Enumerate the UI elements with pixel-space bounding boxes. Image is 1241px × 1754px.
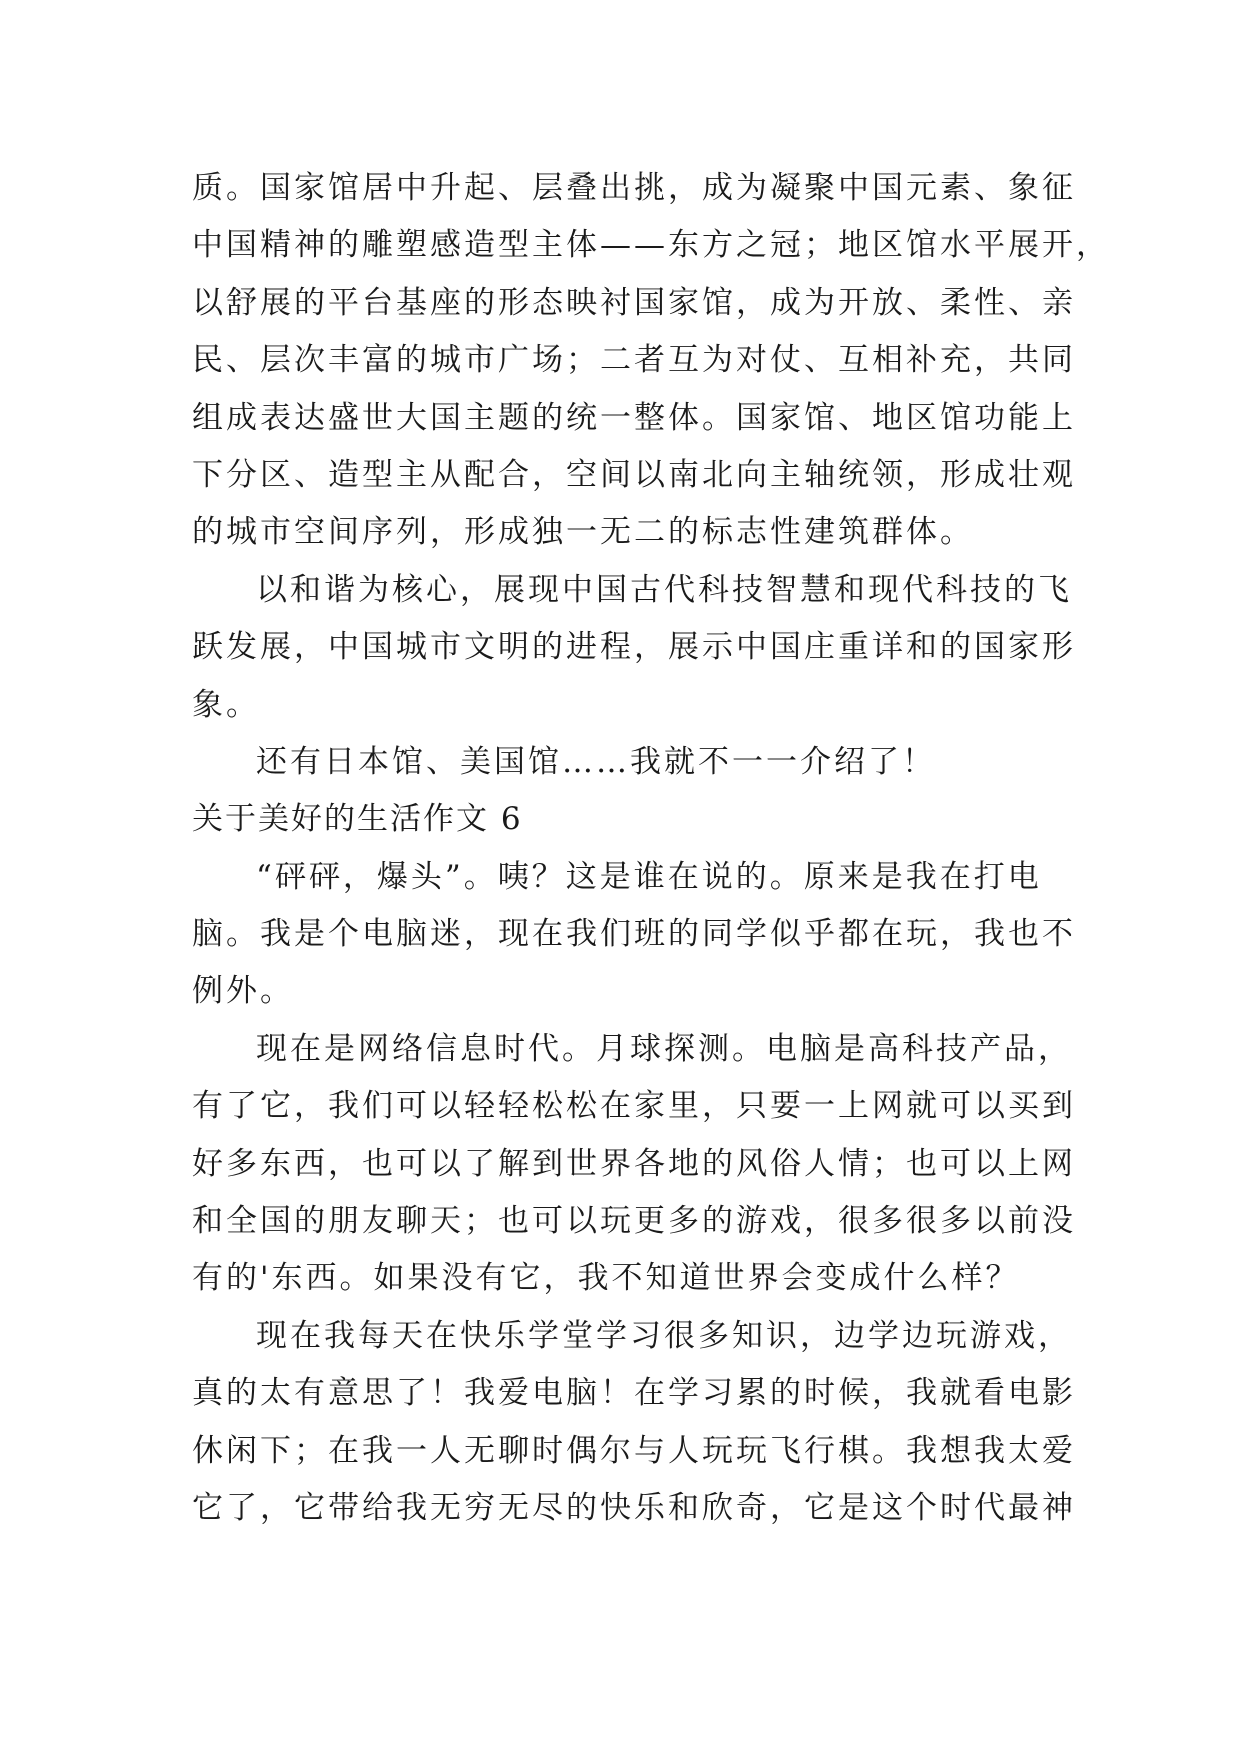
text-line: 民、层次丰富的城市广场；二者互为对仗、互相补充，共同 — [192, 342, 1076, 379]
paragraph — [192, 562, 1092, 734]
text-line: 休闲下；在我一人无聊时偶尔与人玩玩飞行棋。我想我太爱 — [192, 1432, 1076, 1469]
text-line: 下分区、造型主从配合，空间以南北向主轴统领，形成壮观 — [192, 456, 1076, 493]
text-line: 例外。 — [192, 973, 294, 1010]
text-line: 脑。我是个电脑迷，现在我们班的同学似乎都在玩，我也不 — [192, 916, 1076, 953]
document-body — [192, 160, 1110, 1537]
text-line: 现在是网络信息时代。月球探测。电脑是高科技产品， — [256, 1030, 1072, 1067]
text-line: 质。国家馆居中升起、层叠出挑，成为凝聚中国元素、象征 — [192, 170, 1076, 206]
paragraph — [192, 1308, 1092, 1538]
text-line: 跃发展，中国城市文明的进程，展示中国庄重详和的国家形 — [192, 629, 1076, 666]
text-line: 象。 — [192, 686, 260, 723]
text-line: 的城市空间序列，形成独一无二的标志性建筑群体。 — [192, 514, 974, 551]
text-line: 以舒展的平台基座的形态映衬国家馆，成为开放、柔性、亲 — [192, 284, 1076, 321]
text-line: 有的'东西。如果没有它，我不知道世界会变成什么样？ — [192, 1260, 1020, 1297]
paragraph — [192, 160, 1110, 562]
text-line: 和全国的朋友聊天；也可以玩更多的游戏，很多很多以前没 — [192, 1203, 1076, 1240]
text-line: 有了它，我们可以轻轻松松在家里，只要一上网就可以买到 — [192, 1088, 1076, 1125]
text-line: 现在我每天在快乐学堂学习很多知识，边学边玩游戏， — [256, 1317, 1072, 1354]
text-line: 以和谐为核心，展现中国古代科技智慧和现代科技的飞 — [256, 571, 1072, 608]
text-line: 组成表达盛世大国主题的统一整体。国家馆、地区馆功能上 — [192, 399, 1076, 436]
text-line: 真的太有意思了！我爱电脑！在学习累的时候，我就看电影 — [192, 1375, 1076, 1412]
section-title: 关于美好的生活作文 6 — [192, 801, 523, 838]
text-line: “砰砰，爆头”。咦？这是谁在说的。原来是我在打电 — [256, 858, 1042, 895]
paragraph — [192, 1021, 1092, 1308]
paragraph — [192, 849, 1092, 1021]
text-line: 还有日本馆、美国馆……我就不一一介绍了！ — [256, 743, 936, 780]
text-line: 它了，它带给我无穷无尽的快乐和欣奇，它是这个时代最神 — [192, 1489, 1076, 1526]
text-line: 中国精神的雕塑感造型主体——东方之冠；地区馆水平展开， — [192, 227, 1110, 264]
text-line: 好多东西，也可以了解到世界各地的风俗人情；也可以上网 — [192, 1145, 1076, 1182]
paragraph — [192, 734, 1092, 791]
